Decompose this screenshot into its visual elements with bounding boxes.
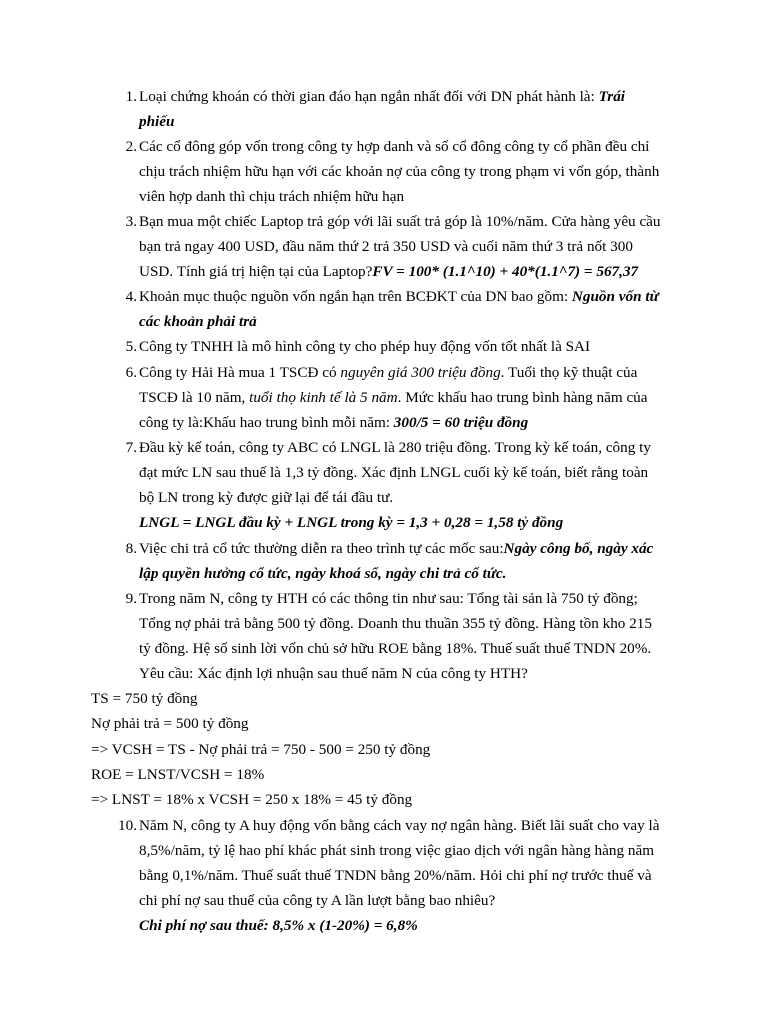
answer-text: FV = 100* (1.1^10) + 40*(1.1^7) = 567,37	[372, 263, 639, 280]
question-number: 9.	[125, 590, 137, 607]
answer-text: 300/5 = 60 triệu đồng	[393, 414, 529, 431]
question-text: 8,5%/năm, tỷ lệ hao phí khác phát sinh trong việc giao dịch với ngân hàng hàng năm	[139, 842, 655, 859]
question-text: Khoản mục thuộc nguồn vốn ngắn hạn trên BCĐKT của DN bao gồm: Nguồn vốn từ	[139, 288, 659, 305]
question-text: chịu trách nhiệm hữu hạn với các khoản nợ của công ty trong phạm vi vốn góp, thành	[139, 163, 660, 180]
answer-text: Trái	[598, 88, 626, 105]
question-text: Tổng nợ phải trả bằng 500 tỷ đồng. Doanh thu thuần 355 tỷ đồng. Hàng tồn kho 215	[139, 615, 652, 632]
question-number: 6.	[125, 364, 137, 381]
question-text: đạt mức LN sau thuế là 1,3 tỷ đồng. Xác định LNGL cuối kỳ kế toán, biết rằng toàn	[139, 464, 649, 481]
solution-line: => LNST = 18% x VCSH = 250 x 18% = 45 tỷ đồng	[91, 791, 413, 808]
answer-text: phiếu	[139, 113, 175, 130]
question-text: Trong năm N, công ty HTH có các thông tin như sau: Tổng tài sản là 750 tỷ đồng;	[139, 590, 638, 607]
answer-text: Ngày công bố, ngày xác	[503, 540, 654, 557]
question-text: Đầu kỳ kế toán, công ty ABC có LNGL là 280 triệu đồng. Trong kỳ kế toán, công ty	[139, 439, 651, 456]
question-text: Yêu cầu: Xác định lợi nhuận sau thuế năm N của công ty HTH?	[139, 665, 528, 682]
solution-line: => VCSH = TS - Nợ phải trả = 750 - 500 = 250 tỷ đồng	[91, 741, 431, 758]
question-text: viên hợp danh thì chịu trách nhiệm hữu hạn	[139, 188, 405, 205]
question-text: Loại chứng khoán có thời gian đáo hạn ngắn nhất đối với DN phát hành là: Trái	[139, 88, 626, 105]
question-text: Bạn mua một chiếc Laptop trả góp với lãi suất trả góp là 10%/năm. Cửa hàng yêu cầu	[139, 213, 661, 230]
question-number: 8.	[125, 540, 137, 557]
question-text: bộ LN trong kỳ được giữ lại để tái đầu tư.	[139, 489, 394, 506]
question-text: Việc chi trả cổ tức thường diễn ra theo trình tự các mốc sau:Ngày công bố, ngày xác	[139, 540, 654, 557]
question-text: USD. Tính giá trị hiện tại của Laptop?FV = 100* (1.1^10) + 40*(1.1^7) = 567,37	[139, 263, 639, 280]
question-text: TSCĐ là 10 năm, tuổi thọ kinh tế là 5 năm. Mức khấu hao trung bình hàng năm của	[139, 389, 648, 406]
solution-line: TS = 750 tỷ đồng	[91, 690, 198, 707]
answer-text: lập quyền hưởng cổ tức, ngày khoá sổ, ngày chi trả cổ tức.	[139, 565, 507, 582]
question-number: 1.	[125, 88, 137, 105]
question-text: Công ty TNHH là mô hình công ty cho phép huy động vốn tốt nhất là SAI	[139, 338, 591, 355]
question-number: 3.	[125, 213, 137, 230]
question-text: bạn trả ngay 400 USD, đầu năm thứ 2 trả 350 USD và cuối năm thứ 3 trả nốt 300	[139, 238, 633, 255]
question-text: công ty là:Khấu hao trung bình mỗi năm: 300/5 = 60 triệu đồng	[139, 414, 529, 431]
answer-text: các khoản phải trả	[139, 313, 257, 330]
solution-line: ROE = LNST/VCSH = 18%	[91, 766, 265, 783]
question-text: Các cổ đông góp vốn trong công ty hợp danh và số cổ đông công ty cổ phần đều chỉ	[139, 138, 650, 155]
question-number: 10.	[118, 817, 137, 834]
answer-text: LNGL = LNGL đầu kỳ + LNGL trong kỳ = 1,3 + 0,28 = 1,58 tỷ đồng	[139, 514, 564, 531]
question-text: tỷ đồng. Hệ số sinh lời vốn chủ sở hữu ROE bằng 18%. Thuế suất thuế TNDN 20%.	[139, 640, 652, 657]
question-number: 4.	[125, 288, 137, 305]
answer-text: Chi phí nợ sau thuế: 8,5% x (1-20%) = 6,8%	[139, 917, 418, 934]
question-number: 5.	[125, 338, 137, 355]
question-text: chi phí nợ sau thuế của công ty A lần lượt bằng bao nhiêu?	[139, 892, 496, 909]
question-text: Năm N, công ty A huy động vốn bằng cách vay nợ ngân hàng. Biết lãi suất cho vay là	[139, 817, 660, 834]
question-text: Công ty Hải Hà mua 1 TSCĐ có nguyên giá 300 triệu đồng. Tuổi thọ kỹ thuật của	[139, 364, 638, 381]
answer-text: Nguồn vốn từ	[571, 288, 659, 305]
question-number: 7.	[125, 439, 137, 456]
question-text: bằng 0,1%/năm. Thuế suất thuế TNDN bằng 20%/năm. Hỏi chi phí nợ trước thuế và	[139, 867, 652, 884]
solution-line: Nợ phải trả = 500 tỷ đồng	[91, 715, 249, 732]
question-number: 2.	[125, 138, 137, 155]
